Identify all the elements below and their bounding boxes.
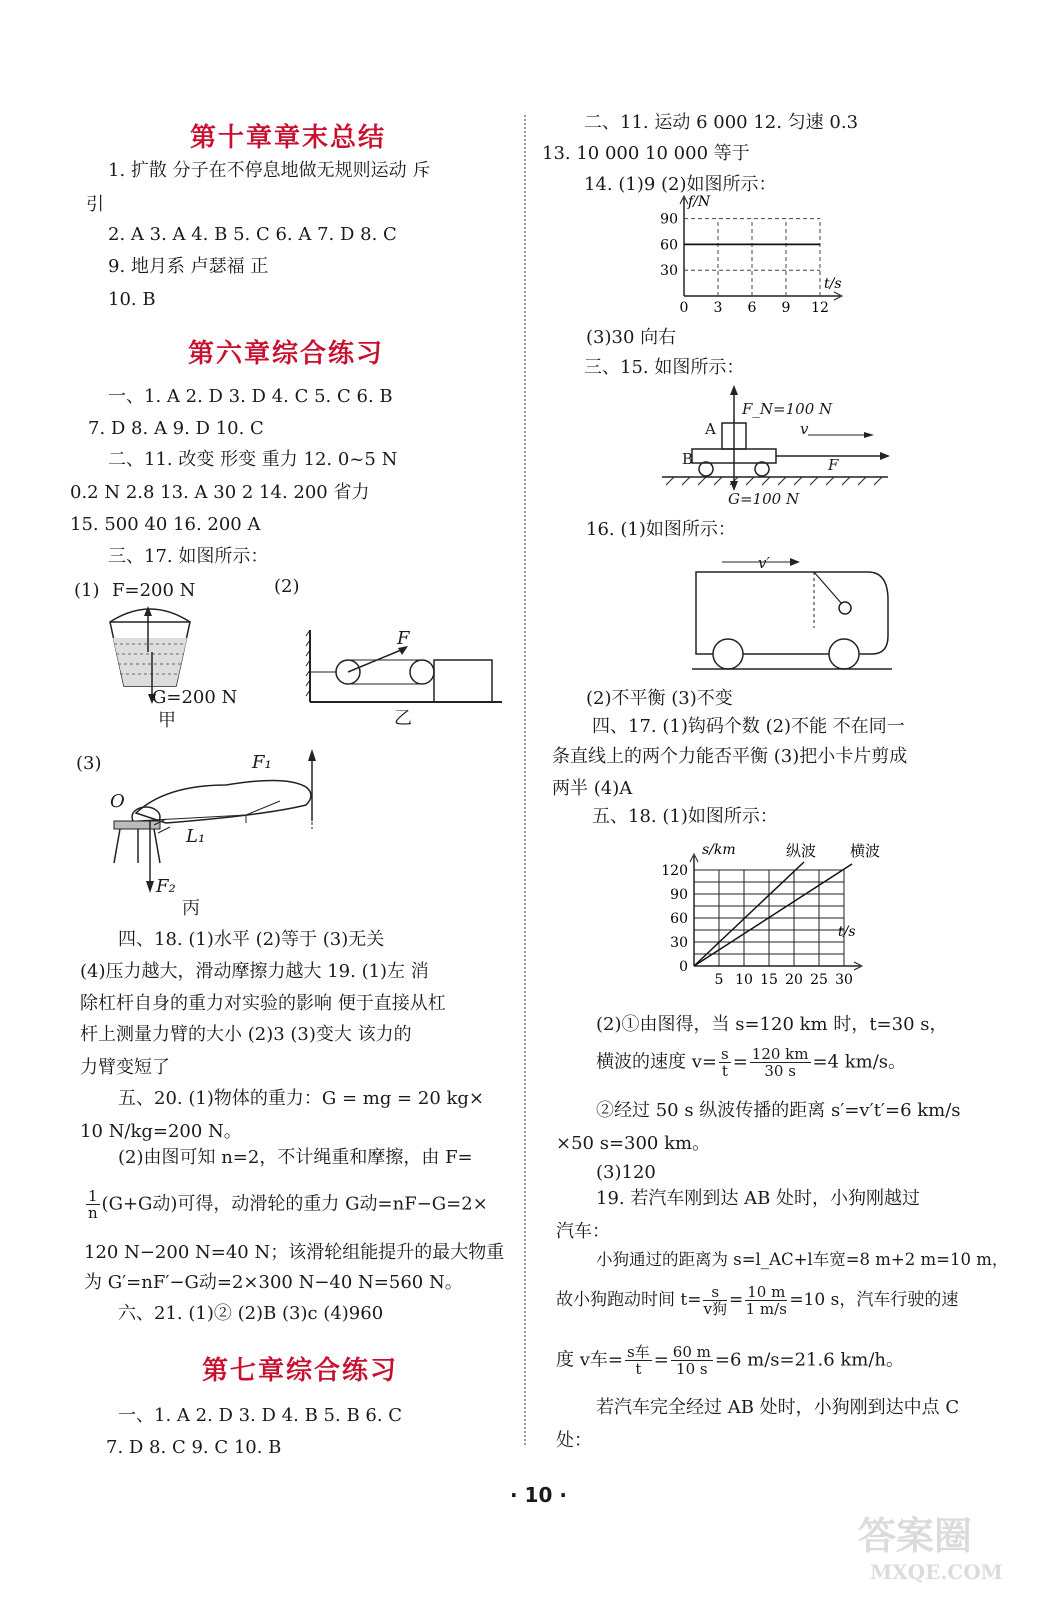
x-tick-label: 3	[713, 300, 723, 316]
answer-line: (3)30 向右	[586, 327, 677, 348]
force-label: F=200 N	[112, 580, 196, 601]
y-axis-label: f/N	[688, 194, 711, 210]
x-tick-label: 6	[747, 300, 757, 316]
answer-line: 0.2 N 2.8 13. A 30 2 14. 200 省力	[70, 482, 370, 503]
watermark-bottom: MXQE.COM	[870, 1560, 1003, 1584]
section-title-ch7: 第七章综合练习	[202, 1356, 399, 1386]
section-title-ch10: 第十章章末总结	[190, 123, 387, 153]
wave-distance-chart	[660, 840, 1000, 990]
answer-line: 故小狗跑动时间 t= $\frac{s}{\text{v狗}}$ = $\frac{10 m}{1 m/s}$ =10 s，汽车行驶的速	[556, 1283, 959, 1318]
answer-line: 引	[86, 194, 104, 215]
answer-line: 杆上测量力臂的大小 (2)3 (3)变大 该力的	[80, 1024, 412, 1045]
watermark-logo	[850, 1505, 1020, 1585]
force-label: F_N=100 N	[742, 400, 833, 418]
answer-line: 16. (1)如图所示：	[586, 519, 736, 540]
answer-line: 一、1. A 2. D 3. D 4. C 5. C 6. B	[108, 386, 393, 407]
answer-line: 7. D 8. C 9. C 10. B	[106, 1437, 282, 1458]
series-line-longitudinal	[694, 862, 804, 966]
block-label: A	[705, 420, 716, 438]
page-number: · 10 ·	[510, 1483, 567, 1507]
figure-caption: 甲	[158, 710, 176, 731]
answer-line: 两半 (4)A	[552, 778, 633, 799]
answer-line: 五、20. (1)物体的重力：G = mg = 20 kg×	[118, 1088, 485, 1109]
y-tick-label: 0	[679, 959, 688, 975]
force-label: G=100 N	[728, 490, 800, 508]
answer-line: 小狗通过的距离为 s=l_AC+l车宽=8 m+2 m=10 m，	[596, 1250, 1009, 1269]
y-tick-label: 30	[670, 935, 688, 951]
answer-line: 13. 10 000 10 000 等于	[542, 143, 750, 164]
y-tick-label: 60	[660, 237, 678, 254]
x-tick-label: 9	[781, 300, 791, 316]
answer-line: 五、18. (1)如图所示：	[592, 806, 778, 827]
x-tick-label: 12	[811, 300, 829, 316]
x-tick-label: 15	[760, 972, 778, 988]
force-label: F₂	[156, 876, 176, 897]
answer-line: 1. 扩散 分子在不停息地做无规则运动 斥	[108, 160, 431, 181]
series-line-transverse	[694, 864, 852, 966]
answer-line: 15. 500 40 16. 200 A	[70, 514, 261, 535]
answer-line: 四、18. (1)水平 (2)等于 (3)无关	[118, 929, 385, 950]
watermark-top: 答案圈	[858, 1513, 973, 1558]
force-label: F₁	[252, 752, 272, 773]
x-tick-label: 20	[785, 972, 803, 988]
answer-line: 二、11. 运动 6 000 12. 匀速 0.3	[584, 112, 859, 133]
x-tick-label: 10	[735, 972, 753, 988]
answer-line: 19. 若汽车刚到达 AB 处时，小狗刚越过	[596, 1188, 921, 1209]
answer-line: 条直线上的两个力能否平衡 (3)把小卡片剪成	[552, 746, 908, 767]
answer-line: 7. D 8. A 9. D 10. C	[88, 418, 264, 439]
section-title-ch6: 第六章综合练习	[188, 339, 385, 369]
answer-line: ×50 s=300 km。	[556, 1133, 711, 1154]
x-tick-label: 25	[810, 972, 828, 988]
x-axis-label: t/s	[824, 276, 842, 292]
answer-line: 横波的速度 v= $\frac{s}{t}$ = $\frac{120 km}{30 s}$ =4 km/s。	[596, 1045, 907, 1080]
answer-line: 若汽车完全经过 AB 处时，小狗刚到达中点 C	[596, 1397, 960, 1418]
force-label: G=200 N	[152, 687, 238, 708]
answer-line: (3)120	[596, 1162, 656, 1183]
velocity-label: v	[800, 420, 809, 438]
answer-line: (4)压力越大，滑动摩擦力越大 19. (1)左 消	[80, 961, 429, 982]
answer-line: 度 v车= $\frac{\text{s车}}{t}$ = $\frac{60 m}{10 s}$ =6 m/s=21.6 km/h。	[556, 1343, 905, 1378]
x-tick-label: 5	[714, 972, 724, 988]
block-label: B	[682, 450, 694, 468]
fig-label: (2)	[274, 576, 300, 597]
lever-diagram	[106, 745, 316, 895]
y-axis-label: s/km	[702, 842, 736, 858]
fraction: $\frac{1}{n}$	[87, 1187, 98, 1222]
figure-caption: 乙	[394, 708, 412, 729]
friction-time-chart	[660, 194, 860, 320]
legend-label: 纵波	[786, 842, 817, 860]
answer-line: (2)不平衡 (3)不变	[586, 688, 733, 709]
y-tick-label: 30	[660, 263, 678, 280]
answer-line: 力臂变短了	[80, 1057, 170, 1078]
force-label: F	[828, 456, 839, 474]
fig-label: (1)	[74, 580, 100, 601]
y-tick-label: 60	[670, 911, 688, 927]
answer-line: 六、21. (1)② (2)B (3)c (4)960	[118, 1303, 384, 1324]
force-label: F	[397, 628, 410, 649]
y-tick-label: 90	[670, 887, 688, 903]
answer-line: 120 N−200 N=40 N；该滑轮组能提升的最大物重	[84, 1242, 505, 1263]
column-divider	[524, 115, 526, 1445]
answer-line: $\frac{1}{n}$ (G+G动)可得，动滑轮的重力 G动=nF−G=2×	[87, 1187, 488, 1222]
figure-caption: 丙	[182, 898, 200, 919]
velocity-label: v′	[758, 554, 770, 572]
x-axis-label: t/s	[838, 924, 856, 940]
answer-line: 9. 地月系 卢瑟福 正	[108, 256, 269, 277]
answer-line: 汽车：	[556, 1221, 610, 1242]
answer-line: 处：	[556, 1430, 592, 1451]
x-tick-label: 0	[679, 300, 689, 316]
answer-line: 10. B	[108, 289, 156, 310]
answer-line: (2)①由图得，当 s=120 km 时，t=30 s，	[596, 1014, 948, 1035]
point-label: O	[110, 791, 125, 812]
fig-label: (3)	[76, 753, 102, 774]
answer-line: 三、15. 如图所示：	[584, 357, 745, 378]
legend-label: 横波	[850, 842, 881, 860]
answer-line: 为 G′=nF′−G动=2×300 N−40 N=560 N。	[84, 1272, 463, 1293]
answer-line: 14. (1)9 (2)如图所示：	[584, 174, 777, 195]
answer-line: 二、11. 改变 形变 重力 12. 0~5 N	[108, 449, 398, 470]
answer-line: 2. A 3. A 4. B 5. C 6. A 7. D 8. C	[108, 224, 397, 245]
answer-line: ②经过 50 s 纵波传播的距离 s′=v′t′=6 km/s	[596, 1100, 961, 1121]
answer-line: 四、17. (1)钩码个数 (2)不能 不在同一	[592, 716, 905, 737]
answer-line: 三、17. 如图所示：	[108, 546, 269, 567]
answer-line: (2)由图可知 n=2，不计绳重和摩擦，由 F=	[118, 1147, 473, 1168]
answer-line: 10 N/kg=200 N。	[80, 1121, 242, 1142]
y-tick-label: 90	[660, 211, 678, 228]
lever-arm-label: L₁	[186, 826, 206, 847]
answer-line: 除杠杆自身的重力对实验的影响 便于直接从杠	[80, 993, 446, 1014]
bus-pendulum-diagram	[692, 548, 892, 678]
x-tick-label: 30	[835, 972, 853, 988]
answer-line: 一、1. A 2. D 3. D 4. B 5. B 6. C	[118, 1405, 403, 1426]
y-tick-label: 120	[661, 863, 688, 879]
